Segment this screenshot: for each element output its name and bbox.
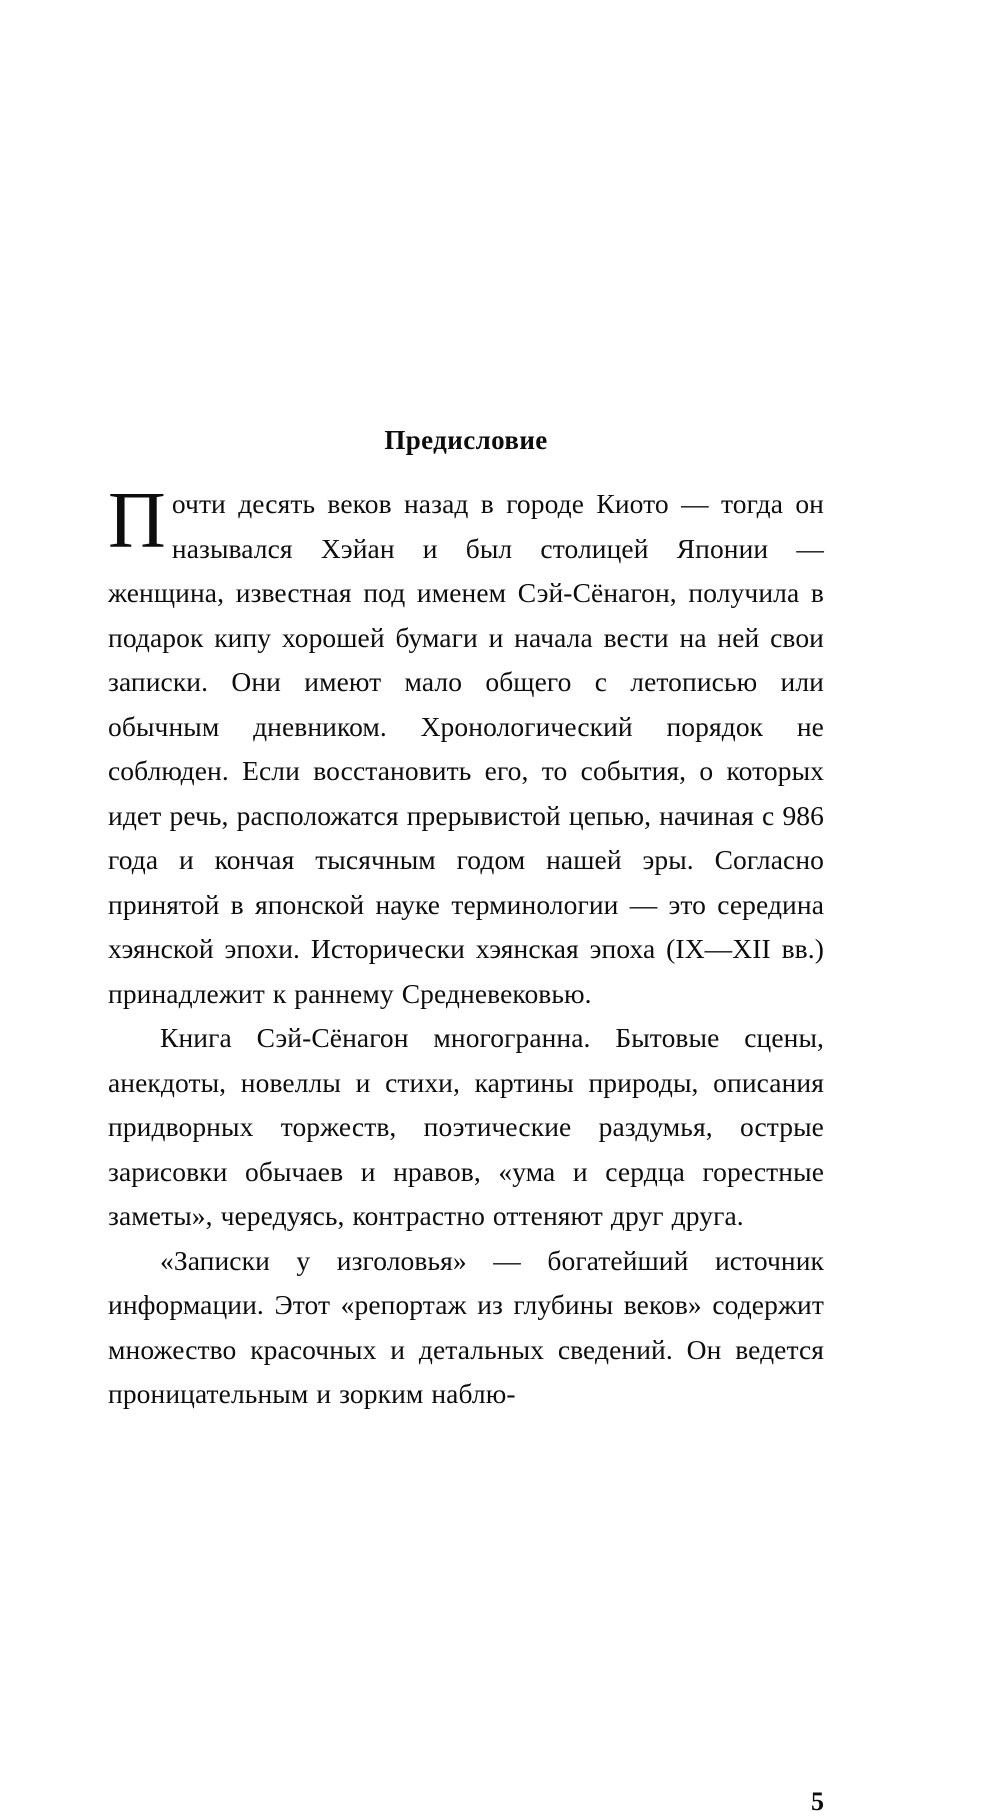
page-content	[108, 425, 824, 1816]
drop-cap-letter: П	[108, 477, 166, 565]
page-number: 5	[811, 1787, 824, 1816]
paragraph-second-text: Книга Сэй-Сёнагон многогранна. Бытовые сцены, анекдоты, новеллы и стихи, картины природы, описания придворных торжеств, поэтические раздумья, острые зарисовки обычаев и нравов, «ума и сердца горестные заметы», чередуясь, контрастно оттеняют друг друга.	[108, 1022, 824, 1231]
paragraph-first-text: очти десять веков назад в городе Киото — тогда он назывался Хэйан и был столицей Японии — женщина, известная под именем Сэй-Сёнагон, получила в подарок кипу хорошей бумаги и начала вести на ней свои записки. Они имеют мало общего с летописью или обычным дневником. Хронологический порядок не соблюден. Если восстановить его, то события, о которых идет речь, расположатся прерывистой цепью, начиная с 986 года и кончая тысячным годом нашей эры. Согласно принятой в японской науке терминологии — это середина хэянской эпохи. Исторически хэянская эпоха (IX—XII вв.) принадлежит к раннему Средневековью.	[108, 488, 824, 1009]
paragraph-first	[108, 477, 824, 1016]
paragraph-second	[108, 1016, 824, 1239]
page-title: Предисловие	[384, 425, 548, 455]
body-text	[108, 477, 824, 1417]
paragraph-third-text: «Записки у изголовья» — богатейший источник информации. Этот «репортаж из глубины веков» содержит множество красочных и детальных сведений. Он ведется проницательным и зорким наблю-	[108, 1244, 824, 1409]
paragraph-third	[108, 1239, 824, 1417]
